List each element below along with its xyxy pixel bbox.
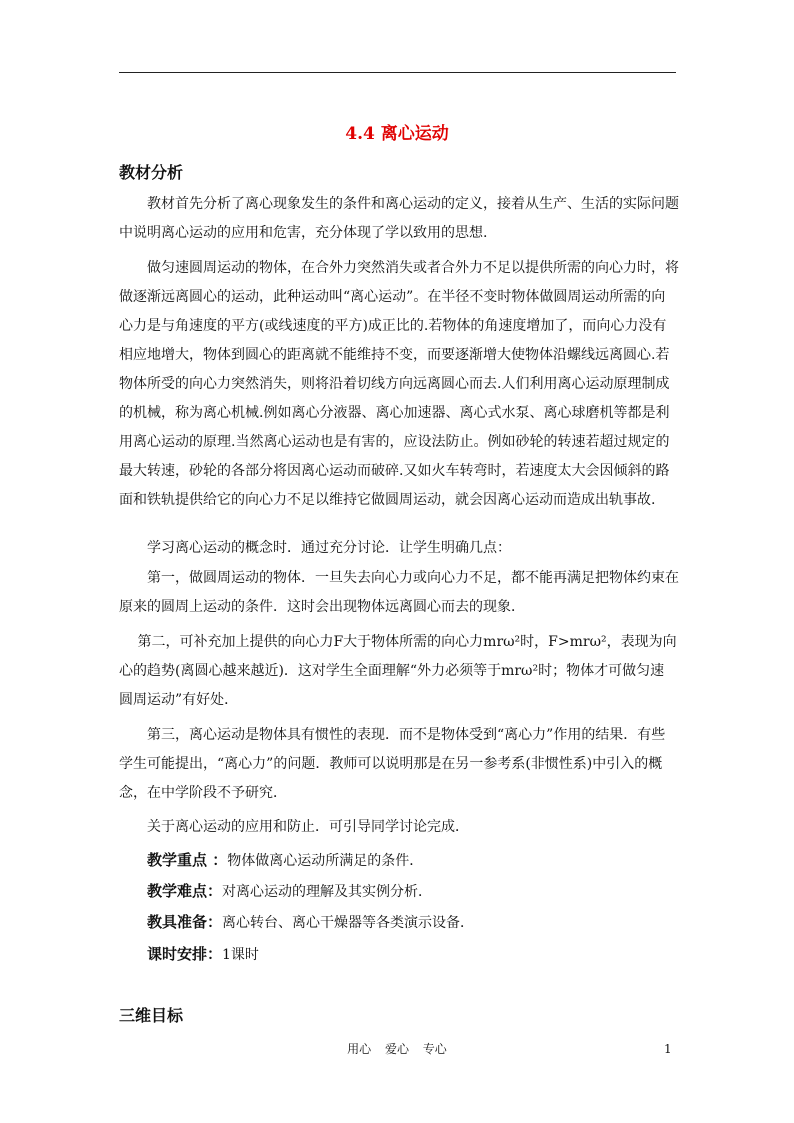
header-rule: [119, 72, 676, 73]
paragraph-line: 面和铁轨提供给它的向心力不足以维持它做圆周运动，就会因离心运动而造成出轨事故.: [119, 492, 656, 508]
key-point-label: 教学难点：: [147, 882, 223, 900]
key-point-label: 教具准备：: [147, 913, 223, 931]
paragraph-line: 最大转速，砂轮的各部分将因离心运动而破碎.又如火车转弯时，若速度太大会因倾斜的路: [119, 463, 670, 479]
paragraph-line: 原来的圆周上运动的条件．这时会出现物体远离圆心而去的现象．: [119, 599, 525, 615]
key-point-label: 教学重点 ：: [147, 851, 228, 869]
key-point-label: 课时安排：: [147, 945, 223, 963]
key-point-value: 物体做离心运动所满足的条件．: [227, 853, 424, 869]
paragraph-line: 第二，可补充加上提供的向心力F大于物体所需的向心力mrω²时，F>mrω²，表现为向: [119, 634, 677, 650]
paragraph-line: 教材首先分析了离心现象发生的条件和离心运动的定义，接着从生产、生活的实际问题: [119, 196, 679, 212]
key-point-value: 1课时: [222, 947, 259, 963]
paragraph: [119, 813, 679, 842]
paragraph-line: 心力是与角速度的平方(或线速度的平方)成正比的.若物体的角速度增加了，而向心力没有: [119, 318, 667, 334]
key-point-row: [147, 848, 423, 873]
paragraph-line: 第一，做圆周运动的物体．一旦失去向心力或向心力不足，都不能再满足把物体约束在: [119, 570, 679, 586]
section-heading-analysis: 教材分析: [119, 163, 184, 182]
page-title: 4.4 离心运动: [345, 124, 449, 144]
key-point-row: [147, 879, 432, 904]
page-number: 1: [664, 1042, 672, 1056]
paragraph-line: 学习离心运动的概念时．通过充分讨论．让学生明确几点：: [119, 540, 511, 556]
paragraph-line: 物体所受的向心力突然消失，则将沿着切线方向远离圆心而去.人们利用离心运动原理制成: [119, 376, 670, 392]
paragraph-line: 圆周运动”有好处．: [119, 692, 239, 708]
key-point-value: 离心转台、离心干燥器等各类演示设备．: [222, 915, 475, 931]
section-heading-goals: 三维目标: [119, 1006, 184, 1025]
paragraph-line: 念，在中学阶段不予研究．: [119, 785, 287, 801]
key-point-row: [147, 942, 259, 967]
key-point-row: [147, 910, 474, 935]
paragraph: [119, 564, 679, 622]
paragraph: [119, 628, 679, 715]
paragraph: [119, 534, 679, 563]
paragraph-line: 的机械，称为离心机械.例如离心分液器、离心加速器、离心式水泵、离心球磨机等都是利: [119, 405, 670, 421]
paragraph-line: 相应地增大，物体到圆心的距离就不能维持不变，而要逐渐增大使物体沿螺线远离圆心.若: [119, 347, 670, 363]
paragraph-line: 做匀速圆周运动的物体，在合外力突然消失或者合外力不足以提供所需的向心力时，将: [119, 260, 679, 276]
footer-motto: 用心 爱心 专心: [347, 1042, 447, 1056]
paragraph-line: 第三，离心运动是物体具有惯性的表现．而不是物体受到“离心力”作用的结果．有些: [119, 727, 666, 743]
paragraph: [119, 721, 679, 808]
paragraph-line: 学生可能提出，“离心力”的问题．教师可以说明那是在另一参考系(非惯性系)中引入的概: [119, 756, 663, 772]
paragraph-line: 做逐渐远离圆心的运动，此种运动叫“离心运动”。在半径不变时物体做圆周运动所需的向: [119, 289, 666, 305]
paragraph: [119, 254, 679, 515]
paragraph-line: 关于离心运动的应用和防止．可引导同学讨论完成．: [119, 819, 469, 835]
paragraph-line: 中说明离心运动的应用和危害，充分体现了学以致用的思想.: [119, 225, 488, 241]
paragraph: [119, 190, 679, 248]
key-point-value: 对离心运动的理解及其实例分析．: [222, 884, 433, 900]
paragraph-line: 用离心运动的原理.当然离心运动也是有害的，应设法防止。例如砂轮的转速若超过规定的: [119, 434, 670, 450]
paragraph-line: 心的趋势(离圆心越来越近)．这对学生全面理解“外力必须等于mrω²时；物体才可做匀速: [119, 663, 665, 679]
